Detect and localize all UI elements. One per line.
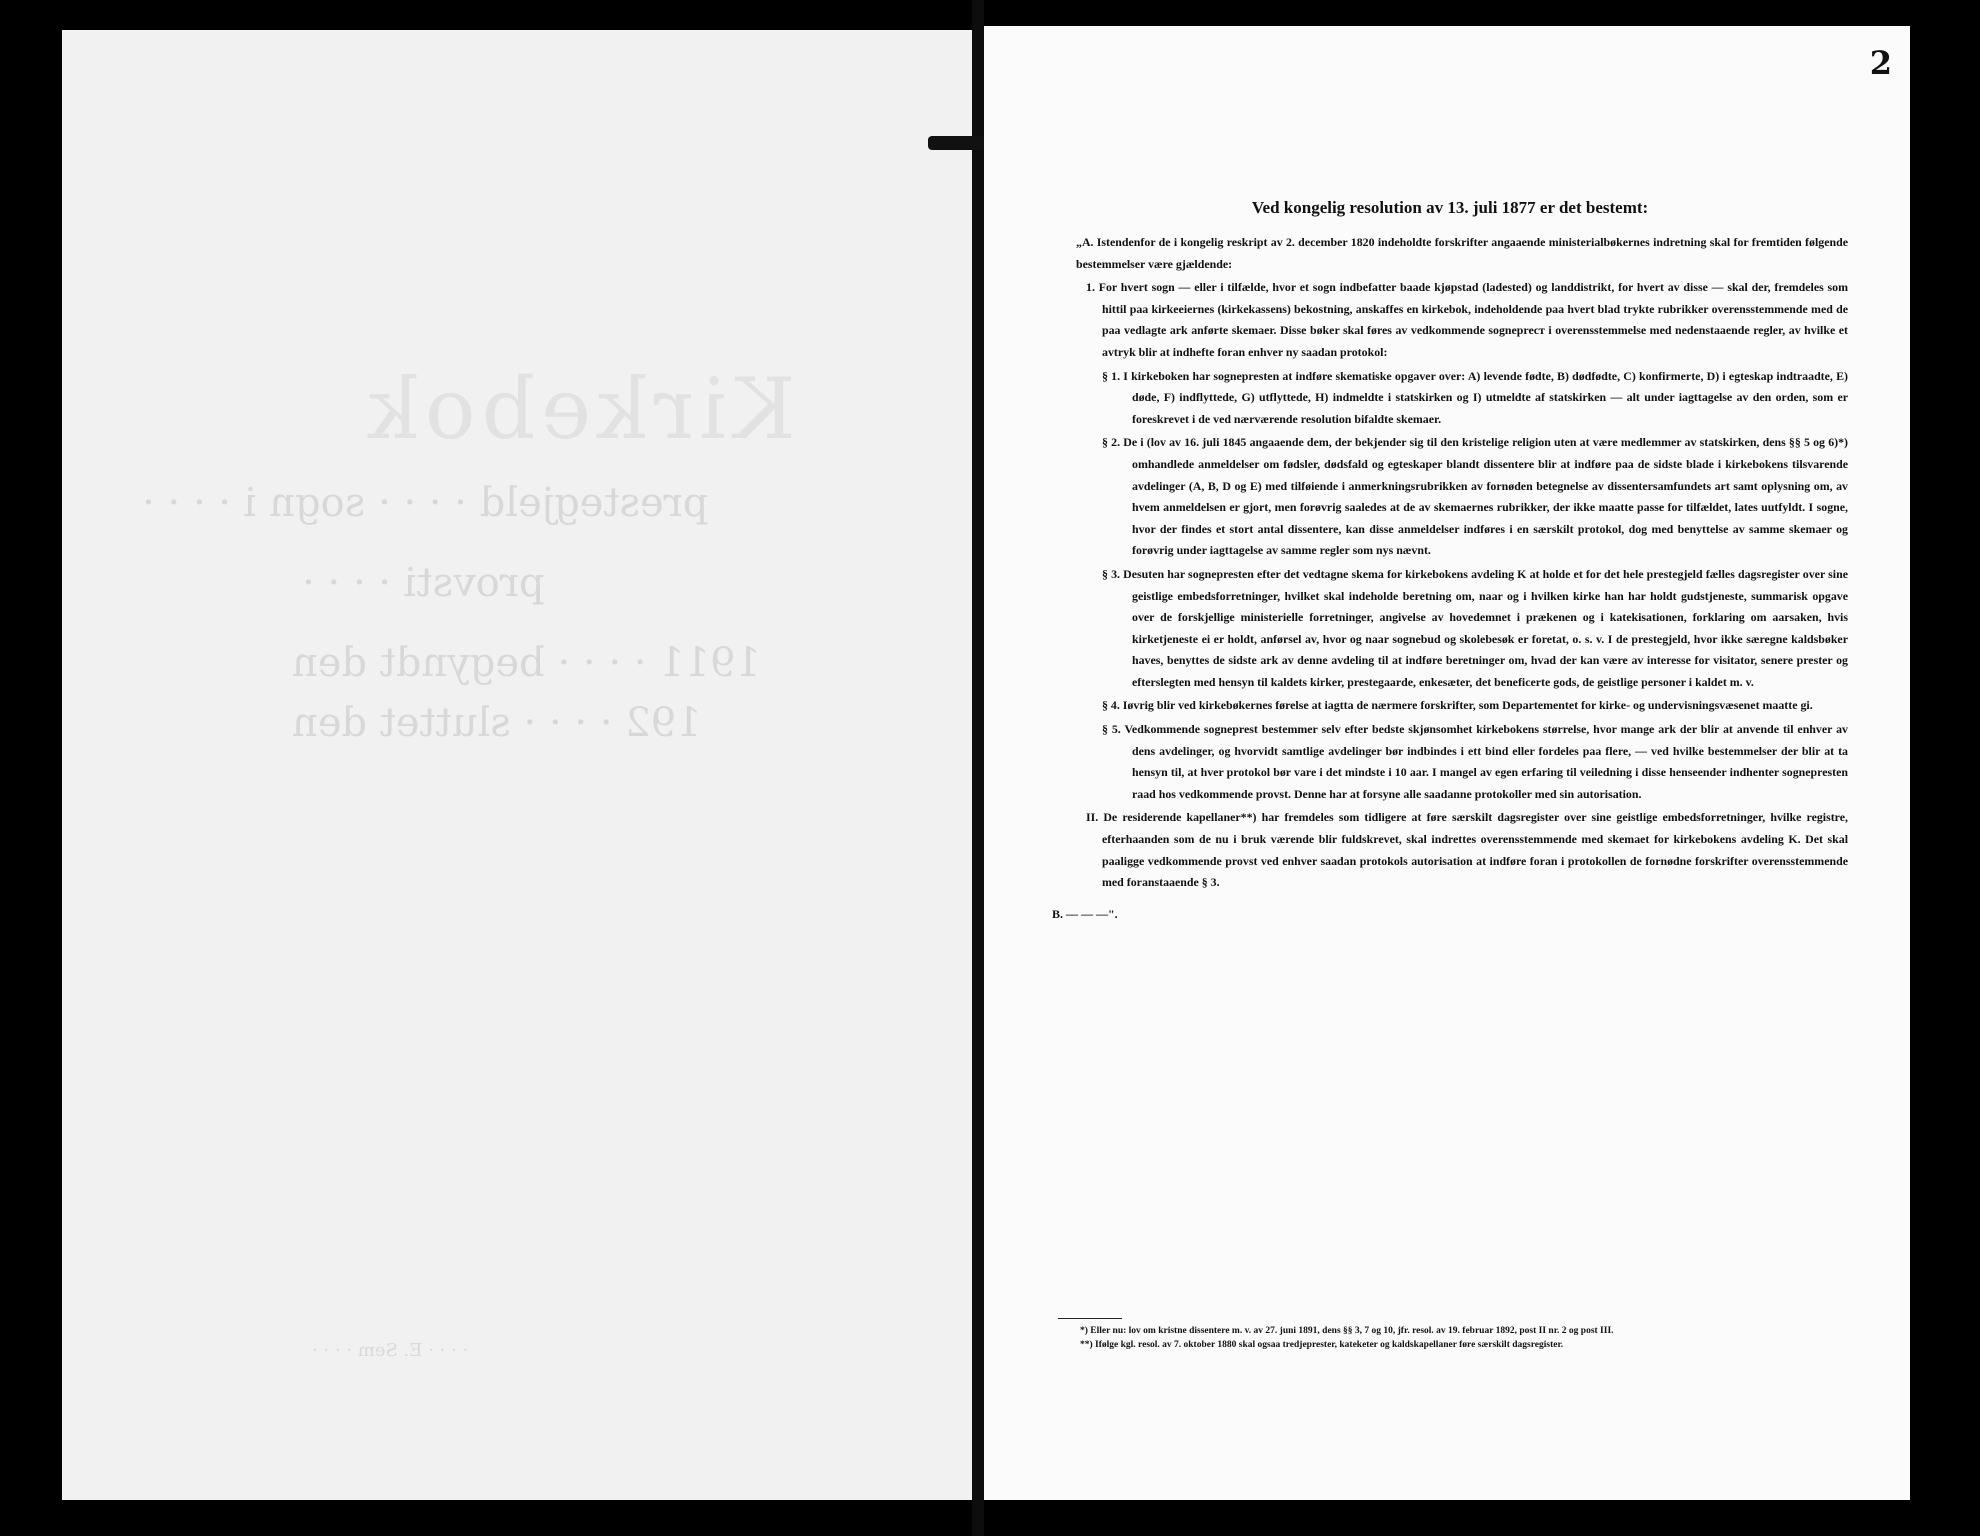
page-number: 2	[1869, 44, 1892, 82]
footnote-2: **) Ifølge kgl. resol. av 7. oktober 1880 skal ogsaa tredjeprester, kateketer og kaldskapellaner føre særskilt dagsregister.	[1080, 1340, 1564, 1350]
left-page-blank	[62, 30, 972, 1500]
resolution-text	[1052, 198, 1848, 925]
paragraph-5: § 5. Vedkommende sogneprest bestemmer selv efter bedste skjønsomhet kirkebokens størrelse, hvor mange ark der blir at anvende til enhver av dens avdelinger, og hvorvidt samtlige avdelinger bør indbindes i ett bind eller fordeles paa flere, — ved hvilke bestemmelser der blir at ta hensyn til, at hver protokol bør vare i det mindste i 10 aar. I mangel av egen erfaring til veiledning i disse henseender indhenter sognepresten raad hos vedkommende provst. Denne har at forsyne alle saadanne protokoller med sin autorisation.	[1102, 722, 1848, 801]
show-through-line: provsti · · · ·	[302, 560, 545, 606]
paragraph-1: § 1. I kirkeboken har sognepresten at indføre skematiske opgaver over: A) levende fødte, B) dødfødte, C) konfirmerte, D) i egteskap indtraadte, E) døde, F) indflyttede, G) utflyttede, H) indmeldte i statskirken og I) utmeldte af statskirken — alt under iagttagelse av den orden, som er foreskrevet i de ved nærværende resolution bifaldte skemaer.	[1102, 368, 1848, 426]
show-through-imprint: · · · · E. Sem · · · ·	[312, 1340, 469, 1361]
section-b: B. — — —".	[1052, 906, 1118, 921]
heading-post: av 13. juli 1877 er det bestemt:	[1426, 198, 1649, 217]
item-1: 1. For hvert sogn — eller i tilfælde, hvor et sogn indbefatter baade kjøpstad (ladested) og landdistrikt, for hvert av disse — skal der, fremdeles som hittil paa kirkeeiernes (kirkekassens) bekostning, anskaffes en kirkebok, indeholdende paa hvert blad trykte rubrikker overensstemmende med de paa vedlagte ark anførte skemaer. Disse bøker skal føres av vedkommende sognepreст i overensstemmelse med nedenstaaende regler, av hvilke et avtryk blir at indhefte foran enhver ny saadan protokol:	[1086, 280, 1848, 359]
resolution-heading	[1052, 198, 1848, 218]
footnote-1: *) Eller nu: lov om kristne dissentere m. v. av 27. juni 1891, dens §§ 3, 7 og 10, jfr. resol. av 19. februar 1892, post II nr. 2 og post III.	[1080, 1326, 1614, 1336]
show-through-line: 1911 · · · · begyndt den	[292, 640, 761, 686]
section-a-intro: „A. Istendenfor de i kongelig reskript av 2. december 1820 indeholdte forskrifter angaaende ministerialbøkernes indretning skal for fremtiden følgende bestemmelser være gjældende:	[1076, 235, 1848, 271]
footnote-rule	[1058, 1318, 1122, 1319]
heading-pre: Ved	[1251, 198, 1280, 217]
right-page	[984, 26, 1910, 1500]
book-gutter	[972, 0, 984, 1536]
item-2: II. De residerende kapellaner**) har fremdeles som tidligere at føre særskilt dagsregister over sine geistlige embedsforretninger, hvilke registre, efterhaanden som de nu i bruk værende blir fuldskrevet, skal indrettes overensstemmende med skemaet for kirkebokens avdeling K. Det skal paaligge vedkommende provst ved enhver saadan protokols autorisation at indføre foran i protokollen de fornødne forskrifter overensstemmende med foranstaaende § 3.	[1086, 810, 1848, 890]
show-through-line: 192 · · · · sluttet den	[292, 700, 702, 746]
footnotes	[1080, 1324, 1860, 1352]
show-through-line: prestegjeld · · · · sogn i · · · ·	[142, 480, 709, 526]
paragraph-2: § 2. De i (lov av 16. juli 1845 angaaende dem, der bekjender sig til den kristelige religion uten at være medlemmer av statskirken, dens §§ 5 og 6)*) omhandlede anmeldelser om fødsler, dødsfald og egteskaper blandt dissentere blir at indføre paa de sidste blade i kirkebokens tilsvarende avdelinger (A, B, D og E) med tilføiende i anmerkningsrubrikken av fornøden betegnelse av dissentersamfundets art samt oplysning om, av hvem anmeldelsen er gjort, men forøvrig saaledes at de av skemaernes rubrikker, der ikke maatte passe for tilfældet, lates uutfyldt. I sogne, hvor der findes et stort antal dissentere, kan disse anmeldelser indføres i en særskilt protokol, dog med benyttelse av samme skemaer og forøvrig under iagttagelse av samme regler som nys nævnt.	[1102, 435, 1848, 558]
paragraph-3: § 3. Desuten har sognepresten efter det vedtagne skema for kirkebokens avdeling K at holde et for det hele prestegjeld fælles dagsregister over sine geistlige embedsforretninger, hvilket skal indeholde beretning om, naar og i hvilken kirke han har holdt gudstjeneste, summarisk opgave over de forskjellige ministerielle forretninger, angivelse av hovedemnet i prækenen og i katekisationen, forklaring om aarsaken, hvis kirketjeneste ei er holdt, anførsel av, hvor og naar sognebud og skolebesøk er foretat, o. s. v. I de prestegjeld, hvor ikke særegne kaldsbøker haves, benyttes de sidste ark av denne avdeling til at indføre beretninger om, hvad der kan være av interesse for visitator, senere prester og efterslegten med hensyn til kaldets kirker, prestegaarde, enkesæter, det beneficerte gods, de geistlige personer i kaldet m. v.	[1102, 566, 1848, 689]
show-through-title: Kirkebok	[362, 360, 796, 458]
paragraph-4: § 4. Iøvrig blir ved kirkebøkernes førelse at iagtta de nærmere forskrifter, som Departementet for kirke- og undervisningsvæsenet maatte gi.	[1102, 698, 1813, 713]
heading-bold: kongelig resolution	[1283, 198, 1422, 217]
